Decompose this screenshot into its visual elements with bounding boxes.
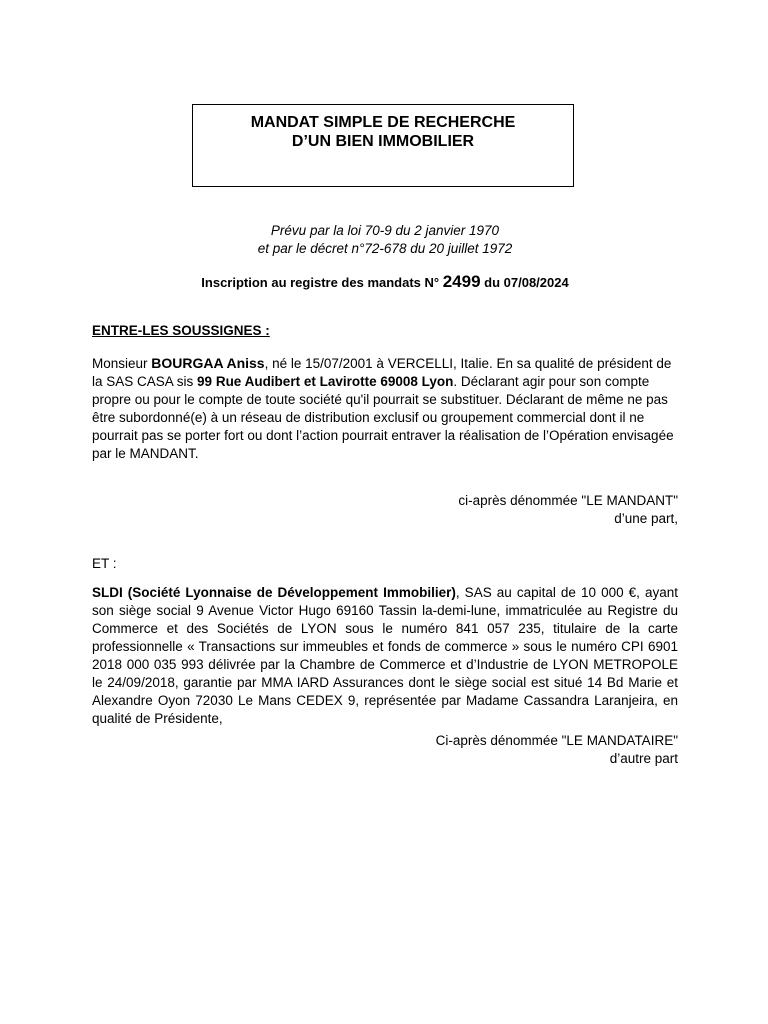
mandant-address: 99 Rue Audibert et Lavirotte 69008 Lyon xyxy=(197,374,454,389)
parties-heading: ENTRE-LES SOUSSIGNES : xyxy=(92,323,270,338)
legal-reference xyxy=(0,222,768,258)
title-box xyxy=(192,104,574,187)
mandant-designation xyxy=(92,492,678,528)
mandant-civility: Monsieur xyxy=(92,356,152,371)
mandant-text-2: . Déclarant agir pour son compte propre ou pour le compte de toute société qu'il pourrait se substituer. Déclarant de même ne pas être subordonné(e) à un réseau de distribution exclusif ou groupement commercial dont il ne pourrait pas se porter fort ou dont l’action pourrait entraver la réalisation de l’Opération envisagée par le MANDANT. xyxy=(92,374,674,461)
et-label: ET : xyxy=(92,556,117,571)
mandataire-name: SLDI (Société Lyonnaise de Développement Immobilier) xyxy=(92,585,456,600)
mandate-number: 2499 xyxy=(442,272,481,291)
legal-reference-line2: et par le décret n°72-678 du 20 juillet 1972 xyxy=(257,241,513,256)
registre-prefix: Inscription au registre des mandats N° xyxy=(201,275,443,290)
legal-reference-line1: Prévu par la loi 70-9 du 2 janvier 1970 xyxy=(270,223,500,238)
document-title-line2: D’UN BIEN IMMOBILIER xyxy=(291,133,475,150)
mandataire-designation-line2: d’autre part xyxy=(609,751,678,766)
registre-date: du 07/08/2024 xyxy=(480,275,569,290)
mandant-designation-line2: d’une part, xyxy=(614,511,678,526)
mandataire-paragraph xyxy=(92,584,678,728)
mandant-text-1: , né le 15/07/2001 à VERCELLI, Italie. En sa qualité de président de la SAS CASA sis xyxy=(92,356,672,389)
mandataire-designation-line1: Ci-après dénommée "LE MANDATAIRE" xyxy=(435,733,678,748)
mandataire-text: , SAS au capital de 10 000 €, ayant son siège social 9 Avenue Victor Hugo 69160 Tassin la-demi-lune, immatriculée au Registre du Commerce et des Sociétés de LYON sous le numéro 841 057 235, titulaire de la carte professionnelle « Transactions sur immeubles et fonds de commerce » sous le numéro CPI 6901 2018 000 035 993 délivrée par la Chambre de Commerce et d’Industrie de LYON METROPOLE le 24/09/2018, garantie par MMA IARD Assurances dont le siège social est situé 14 Bd Marie et Alexandre Oyon 72030 Le Mans CEDEX 9, représentée par Madame Cassandra Laranjeira, en qualité de Présidente, xyxy=(92,585,678,726)
mandant-name: BOURGAA Aniss xyxy=(151,355,265,371)
document-title-line1: MANDAT SIMPLE DE RECHERCHE xyxy=(250,114,516,131)
mandant-paragraph xyxy=(92,354,678,463)
mandant-designation-line1: ci-après dénommée "LE MANDANT" xyxy=(458,493,678,508)
registre-line xyxy=(0,272,768,292)
mandataire-designation xyxy=(92,732,678,768)
